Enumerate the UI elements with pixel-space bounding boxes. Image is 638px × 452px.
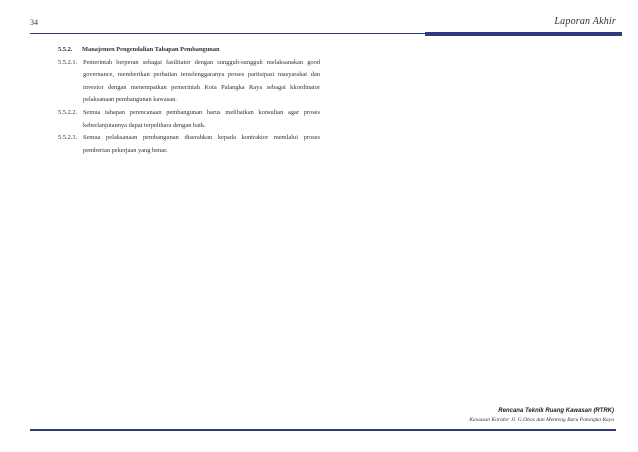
section-title: Manajemen Pengendalian Tahapan Pembangunan [82, 46, 220, 53]
item-text: Semua tahapan perencanaan pembangunan harus melibatkan konsultan agar proses keberlanjutannya dapat terpelihara dengan baik. [83, 108, 320, 129]
header-title: Laporan Akhir [554, 16, 616, 27]
section-heading [58, 44, 320, 57]
list-item [58, 57, 320, 107]
footer-subtitle: Kawasan Koridor Jl. G.Obos dan Menteng Baru Palangka Raya [469, 417, 614, 423]
document-body [58, 44, 320, 157]
section-number: 5.5.2. [58, 46, 73, 53]
page-number: 34 [30, 18, 38, 27]
list-item [58, 132, 320, 157]
item-number: 5.5.2.3. [58, 134, 78, 142]
header-rule-accent [425, 32, 622, 36]
footer-title: Rencana Teknik Ruang Kawasan (RTRK) [498, 408, 614, 414]
list-item [58, 107, 320, 132]
footer-rule [30, 429, 616, 431]
item-number: 5.5.2.1. [58, 58, 78, 66]
item-number: 5.5.2.2. [58, 108, 78, 116]
item-text: Pemerintah berperan sebagai fasilitator dengan sungguh-sungguh melaksanakan good governance, memberikan perhatian terselenggaranya proses partisipasi masyarakat dan investor dengan menempatkan pemerintah Kota Palangka Raya sebagai kkordinator pelaksanaan pembangunan kawasan. [83, 58, 320, 104]
item-text: Semua pelaksanaan pembangunan diserahkan kepada kontraktor memlalui proses pemberian pekerjaan yang benar. [83, 134, 320, 154]
